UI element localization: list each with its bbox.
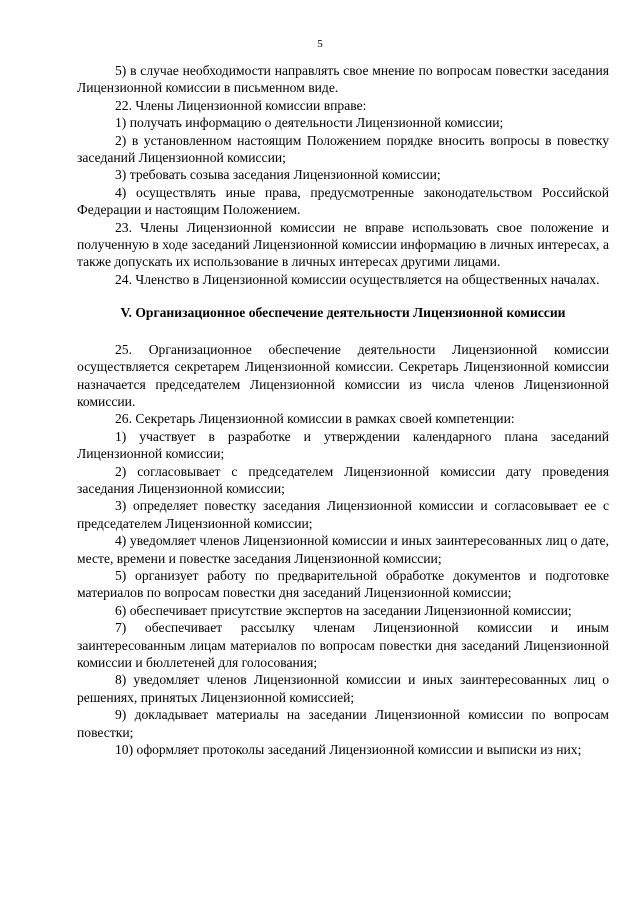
paragraph-26-item-1: 1) участвует в разработке и утверждении календарного плана заседаний Лицензионной комиссии;: [77, 428, 609, 462]
paragraph-item-5: 5) в случае необходимости направлять свое мнение по вопросам повестки заседания Лицензионной комиссии в письменном виде.: [77, 63, 609, 96]
paragraph-26-item-8: 8) уведомляет членов Лицензионной комиссии и иных заинтересованных лиц о решениях, принятых Лицензионной комиссией;: [77, 672, 609, 705]
paragraph-26-item-2: 2) согласовывает с председателем Лицензионной комиссии дату проведения заседания Лицензионной комиссии;: [77, 463, 609, 496]
paragraph-25: 25. Организационное обеспечение деятельности Лицензионной комиссии осуществляется секретарем Лицензионной комиссии. Секретарь Лицензионной комиссии назначается председателем Лицензионной комиссии из числа членов Лицензионной комиссии.: [77, 341, 609, 409]
paragraph-22-item-2: 2) в установленном настоящим Положением порядке вносить вопросы в повестку заседаний Лицензионной комиссии;: [77, 132, 609, 166]
paragraph-26-item-7: 7) обеспечивает рассылку членам Лицензионной комиссии и иным заинтересованным лицам материалов по вопросам повестки дня заседаний Лицензионной комиссии и бюллетеней для голосования;: [77, 620, 609, 670]
page-number: 5: [317, 38, 323, 50]
paragraph-26: 26. Секретарь Лицензионной комиссии в рамках своей компетенции:: [115, 411, 515, 427]
paragraph-26-item-4: 4) уведомляет членов Лицензионной комиссии и иных заинтересованных лиц о дате, месте, времени и повестке заседания Лицензионной комиссии;: [77, 533, 609, 566]
paragraph-22: 22. Члены Лицензионной комиссии вправе:: [115, 97, 367, 113]
paragraph-26-item-9: 9) докладывает материалы на заседании Лицензионной комиссии по вопросам повестки;: [77, 707, 609, 740]
paragraph-26-item-5: 5) организует работу по предварительной обработке документов и подготовке материалов по вопросам повестки дня заседаний Лицензионной комиссии;: [77, 567, 609, 601]
paragraph-22-item-3: 3) требовать созыва заседания Лицензионной комиссии;: [115, 167, 441, 183]
paragraph-26-item-3: 3) определяет повестку заседания Лицензионной комиссии и согласовывает ее с председателем Лицензионной комиссии;: [77, 498, 609, 531]
paragraph-22-item-4: 4) осуществлять иные права, предусмотренные законодательством Российской Федерации и настоящим Положением.: [77, 184, 609, 218]
paragraph-22-item-1: 1) получать информацию о деятельности Лицензионной комиссии;: [115, 115, 504, 131]
section-heading: V. Организационное обеспечение деятельности Лицензиoнной комиссии: [120, 305, 566, 321]
paragraph-23: 23. Члены Лицензионной комиссии не вправе использовать свое положение и полученную в ходе заседаний Лицензионной комиссии информацию в личных интересах, а также допускать их использование в личных интересах другими лицами.: [77, 219, 609, 270]
paragraph-24: 24. Членство в Лицензионной комиссии осуществляется на общественных началах.: [115, 271, 600, 287]
paragraph-26-item-10: 10) оформляет протоколы заседаний Лицензионной комиссии и выписки из них;: [115, 742, 582, 758]
document-body: [77, 62, 609, 758]
paragraph-26-item-6: 6) обеспечивает присутствие экспертов на заседании Лицензионной комиссии;: [115, 602, 572, 618]
